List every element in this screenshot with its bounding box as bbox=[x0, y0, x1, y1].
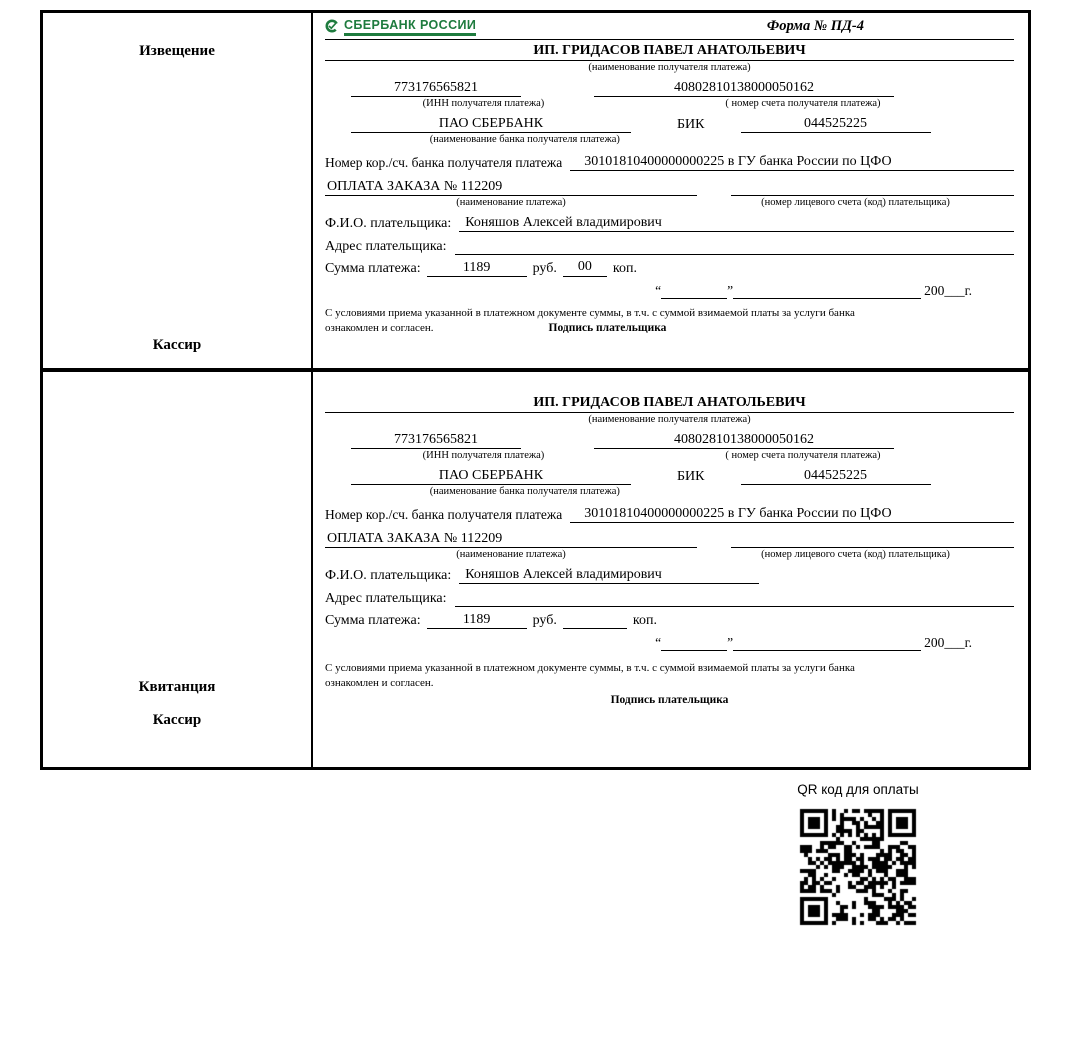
inn-caption: (ИНН получателя платежа) bbox=[422, 98, 545, 109]
inn-value: 773176565821 bbox=[351, 432, 521, 449]
payment-name-row bbox=[325, 530, 1014, 548]
bank-caption-row bbox=[325, 133, 1014, 147]
agreement-line2: ознакомлен и согласен. bbox=[325, 676, 434, 689]
inn-account-row bbox=[325, 432, 1014, 449]
corr-account-row bbox=[325, 506, 1014, 523]
payer-address-row bbox=[325, 237, 1014, 255]
quote-open: “ bbox=[655, 283, 662, 298]
inn-account-captions bbox=[325, 97, 1014, 111]
payer-fio-row bbox=[325, 215, 1014, 232]
payment-name-row bbox=[325, 178, 1014, 196]
form-number: Форма № ПД-4 bbox=[766, 18, 864, 34]
form-header bbox=[325, 16, 1014, 40]
payment-name-caption: (наименование платежа) bbox=[456, 549, 566, 560]
qr-caption: QR код для оплаты bbox=[797, 782, 919, 797]
date-row bbox=[325, 283, 1014, 299]
sum-rub-value: 1189 bbox=[427, 260, 527, 277]
quote-open: “ bbox=[655, 635, 662, 650]
receipt-form-body bbox=[313, 372, 1028, 767]
cashier-label: Кассир bbox=[152, 712, 202, 728]
payer-fio-label: Ф.И.О. плательщика: bbox=[325, 216, 452, 231]
bank-logo-text: СБЕРБАНК РОССИИ bbox=[344, 18, 477, 32]
qr-code bbox=[794, 803, 922, 931]
sum-rub-value: 1189 bbox=[427, 612, 527, 629]
notice-left-column bbox=[43, 13, 313, 368]
payer-address-field bbox=[455, 237, 1014, 255]
agreement-line2-row bbox=[325, 321, 1014, 337]
payee-name: ИП. ГРИДАСОВ ПАВЕЛ АНАТОЛЬЕВИЧ bbox=[325, 392, 1014, 413]
notice-form-body bbox=[313, 13, 1028, 368]
bik-value: 044525225 bbox=[741, 468, 931, 485]
bank-caption-row bbox=[325, 485, 1014, 499]
account-value: 40802810138000050162 bbox=[594, 80, 894, 97]
receipt-section bbox=[40, 369, 1031, 770]
agreement-line1: С условиями приема указанной в платежном документе суммы, в т.ч. с суммой взимаемой платы за услуги банка bbox=[325, 662, 855, 674]
qr-payment-block bbox=[770, 782, 946, 931]
payer-fio-value: Коняшов Алексей владимирович bbox=[459, 567, 759, 584]
quote-close: ” bbox=[727, 283, 734, 298]
payment-sum-row bbox=[325, 259, 1014, 277]
payee-name-caption: (наименование получателя платежа) bbox=[588, 62, 751, 73]
bank-name-value: ПАО СБЕРБАНК bbox=[351, 468, 631, 485]
date-month-field bbox=[733, 283, 921, 299]
sum-kop-value: 00 bbox=[563, 259, 607, 277]
notice-section bbox=[40, 10, 1031, 371]
quote-close: ” bbox=[727, 635, 734, 650]
payer-signature-label: Подпись плательщика bbox=[548, 321, 667, 334]
inn-caption: (ИНН получателя платежа) bbox=[422, 450, 545, 461]
account-caption: ( номер счета получателя платежа) bbox=[725, 98, 881, 109]
section-title: Извещение bbox=[139, 43, 215, 59]
payer-code-field bbox=[731, 530, 1014, 548]
payment-name-value: ОПЛАТА ЗАКАЗА № 112209 bbox=[325, 179, 697, 196]
payer-fio-value: Коняшов Алексей владимирович bbox=[459, 215, 1014, 232]
date-month-field bbox=[733, 635, 921, 651]
payer-address-label: Адрес плательщика: bbox=[325, 239, 447, 254]
sum-label: Сумма платежа: bbox=[325, 261, 421, 276]
bank-caption: (наименование банка получателя платежа) bbox=[429, 486, 620, 497]
bik-value: 044525225 bbox=[741, 116, 931, 133]
sberbank-emblem-icon bbox=[325, 19, 339, 33]
agreement-line2: ознакомлен и согласен. bbox=[325, 321, 434, 334]
payer-fio-label: Ф.И.О. плательщика: bbox=[325, 568, 452, 583]
bank-row bbox=[325, 468, 1014, 485]
payer-code-field bbox=[731, 178, 1014, 196]
sum-label: Сумма платежа: bbox=[325, 613, 421, 628]
bik-label: БИК bbox=[677, 469, 705, 484]
date-row bbox=[325, 635, 1014, 651]
payer-code-caption: (номер лицевого счета (код) плательщика) bbox=[761, 549, 950, 560]
payment-sum-row bbox=[325, 611, 1014, 629]
corr-account-label: Номер кор./сч. банка получателя платежа bbox=[325, 155, 563, 170]
date-year-label: 200___г. bbox=[924, 635, 972, 650]
payment-name-value: ОПЛАТА ЗАКАЗА № 112209 bbox=[325, 531, 697, 548]
payer-code-caption: (номер лицевого счета (код) плательщика) bbox=[761, 197, 950, 208]
bik-label: БИК bbox=[677, 117, 705, 132]
logo-underline bbox=[344, 33, 476, 36]
sum-kop-value bbox=[563, 611, 627, 629]
account-caption: ( номер счета получателя платежа) bbox=[725, 450, 881, 461]
date-day-field bbox=[661, 635, 727, 651]
date-day-field bbox=[661, 283, 727, 299]
payment-captions-row bbox=[325, 548, 1014, 562]
inn-account-captions bbox=[325, 449, 1014, 463]
payer-address-field bbox=[455, 589, 1014, 607]
payee-name-caption: (наименование получателя платежа) bbox=[588, 414, 751, 425]
rub-label: руб. bbox=[532, 261, 557, 276]
inn-account-row bbox=[325, 80, 1014, 97]
rub-label: руб. bbox=[532, 613, 557, 628]
receipt-left-column bbox=[43, 372, 313, 767]
sberbank-logo bbox=[325, 18, 476, 36]
corr-account-value: 30101810400000000225 в ГУ банка России по ЦФО bbox=[570, 154, 1014, 171]
payment-name-caption: (наименование платежа) bbox=[456, 197, 566, 208]
kop-label: коп. bbox=[612, 261, 637, 276]
logo-text-block bbox=[344, 18, 476, 36]
corr-account-label: Номер кор./сч. банка получателя платежа bbox=[325, 507, 563, 522]
payer-address-label: Адрес плательщика: bbox=[325, 591, 447, 606]
cashier-label: Кассир bbox=[152, 337, 202, 353]
payee-name: ИП. ГРИДАСОВ ПАВЕЛ АНАТОЛЬЕВИЧ bbox=[325, 40, 1014, 61]
bank-caption: (наименование банка получателя платежа) bbox=[429, 134, 620, 145]
section-title: Квитанция bbox=[138, 679, 216, 695]
payer-fio-row bbox=[325, 567, 1014, 584]
payment-captions-row bbox=[325, 196, 1014, 210]
bank-row bbox=[325, 116, 1014, 133]
inn-value: 773176565821 bbox=[351, 80, 521, 97]
date-year-label: 200___г. bbox=[924, 283, 972, 298]
bank-name-value: ПАО СБЕРБАНК bbox=[351, 116, 631, 133]
agreement-line1: С условиями приема указанной в платежном документе суммы, в т.ч. с суммой взимаемой платы за услуги банка bbox=[325, 307, 855, 319]
corr-account-value: 30101810400000000225 в ГУ банка России по ЦФО bbox=[570, 506, 1014, 523]
corr-account-row bbox=[325, 154, 1014, 171]
payer-signature-label: Подпись плательщика bbox=[610, 693, 729, 706]
kop-label: коп. bbox=[632, 613, 657, 628]
account-value: 40802810138000050162 bbox=[594, 432, 894, 449]
payer-address-row bbox=[325, 589, 1014, 607]
